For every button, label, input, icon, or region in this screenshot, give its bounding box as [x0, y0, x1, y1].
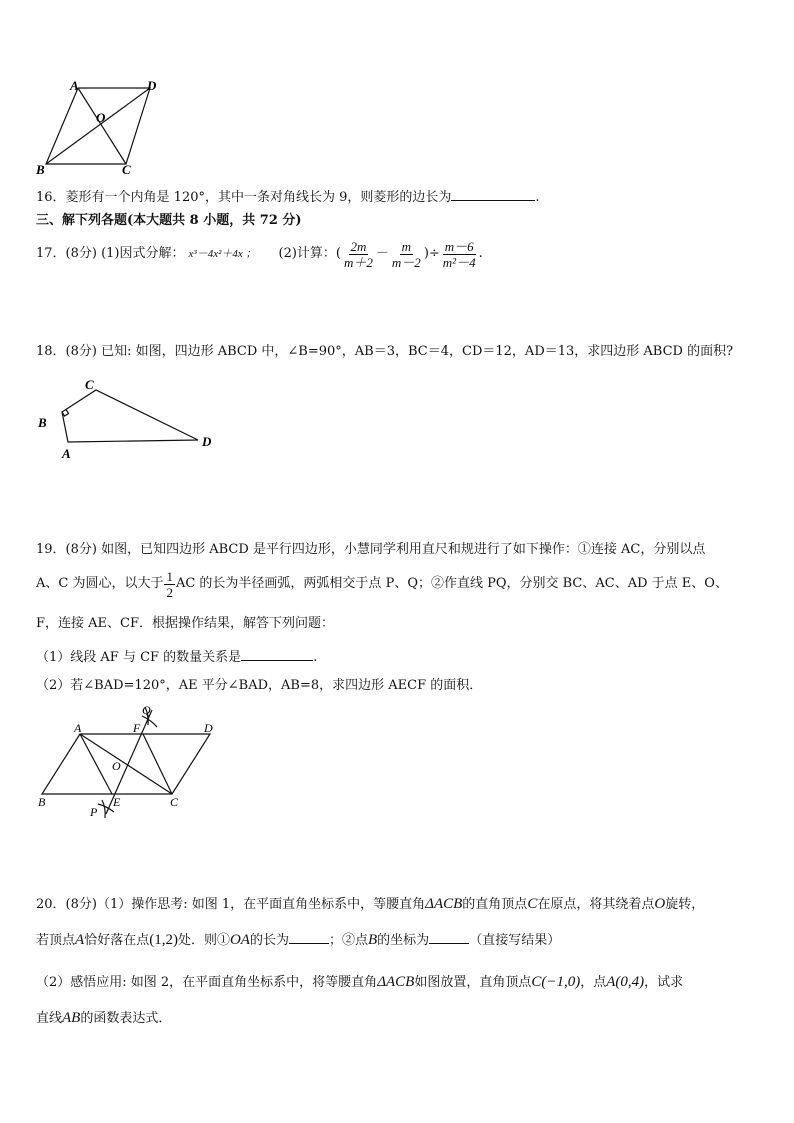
- question-20-line-3: （2）感悟应用: 如图 2，在平面直角坐标系中，将等腰直角ΔACB如图放置，直角顶点C(−1,0)，点A(0,4)，试求: [36, 974, 684, 990]
- fig19-label-f: F: [133, 721, 141, 735]
- question-20-line-1: 20．(8分)（1）操作思考: 如图 1，在平面直角坐标系中，等腰直角ΔACB的直角顶点C在原点，将其绕着点O旋转，: [36, 896, 705, 912]
- q17-fraction-1: $\frac{2m}{m+2}$: [344, 238, 373, 270]
- fig18-label-a: A: [62, 446, 71, 461]
- fig19-label-o: O: [112, 759, 121, 773]
- parallelogram-construction-figure: [30, 700, 230, 825]
- q19-half-fraction: $\frac{1}{2}$: [166, 568, 173, 600]
- section-heading: 三、解下列各题(本大题共 8 小题，共 72 分): [36, 213, 302, 228]
- question-20-line-4: 直线AB的函数表达式．: [36, 1010, 172, 1026]
- question-19-sub-2: （2）若∠BAD=120°，AE 平分∠BAD，AB=8，求四边形 AECF 的面积．: [36, 678, 483, 693]
- q17-fraction-2: $\frac{m}{m-2}$: [391, 238, 421, 270]
- q20-b-answer-blank[interactable]: [429, 929, 469, 944]
- q17-expression: x³－4x²＋4x ；: [188, 248, 257, 260]
- fig15-label-a: A: [70, 78, 79, 93]
- fig19-label-b: B: [38, 795, 46, 809]
- fig19-label-c: C: [170, 795, 179, 809]
- fig18-label-c: C: [85, 377, 94, 392]
- fig19-label-q: Q: [142, 703, 151, 717]
- question-17: 17．(8分) (1)因式分解： x³－4x²＋4x ； (2)计算：( $\frac{2m}{m+2}$ － $\frac{m}{m-2}$ )÷ $\frac{m-6}{\text{m²－4}}$ .: [36, 238, 483, 270]
- fig15-label-c: C: [122, 162, 131, 177]
- fig15-label-o: O: [96, 110, 106, 125]
- fig15-label-d: D: [147, 78, 157, 93]
- question-16: 16．菱形有一个内角是 120°，其中一条对角线长为 9，则菱形的边长为 .: [36, 186, 540, 208]
- fig15-label-b: B: [36, 162, 45, 177]
- fig19-label-d: D: [204, 721, 213, 735]
- q17-fraction-3: $\frac{m-6}{\text{m²－4}}$: [442, 238, 476, 270]
- rhombus-figure: [30, 78, 170, 178]
- fig19-label-a: A: [74, 721, 82, 735]
- q20-oa-answer-blank[interactable]: [289, 929, 329, 944]
- fig19-label-e: E: [113, 795, 121, 809]
- question-19-line-2: A、C 为圆心，以大于 $\frac{1}{2}$ AC 的长为半径画弧，两弧相交于点 P、Q；②作直线 PQ，分别交 BC、AC、AD 于点 E、O、: [36, 568, 728, 600]
- q16-answer-blank[interactable]: [451, 186, 535, 201]
- fig19-label-p: P: [90, 805, 98, 819]
- question-18: 18．(8分) 已知: 如图，四边形 ABCD 中，∠B=90°，AB＝3，BC＝4，CD＝12，AD＝13，求四边形 ABCD 的面积?: [36, 344, 734, 359]
- question-19-line-1: 19．(8分) 如图，已知四边形 ABCD 是平行四边形，小慧同学利用直尺和规进行了如下操作：①连接 AC，分别以点: [36, 542, 706, 557]
- q19-answer-blank[interactable]: [241, 646, 313, 661]
- question-19-sub-1: （1）线段 AF 与 CF 的数量关系是 .: [36, 646, 317, 668]
- q16-text: 16．菱形有一个内角是 120°，其中一条对角线长为 9，则菱形的边长为: [36, 190, 452, 205]
- fig18-label-d: D: [202, 434, 212, 449]
- question-20-line-2: 若顶点A恰好落在点(1,2)处．则①OA的长为 ；②点B的坐标为 （直接写结果）: [36, 929, 560, 951]
- quadrilateral-figure: [30, 372, 220, 464]
- fig18-label-b: B: [38, 415, 47, 430]
- question-19-line-3: F，连接 AE、CF．根据操作结果，解答下列问题：: [36, 616, 334, 631]
